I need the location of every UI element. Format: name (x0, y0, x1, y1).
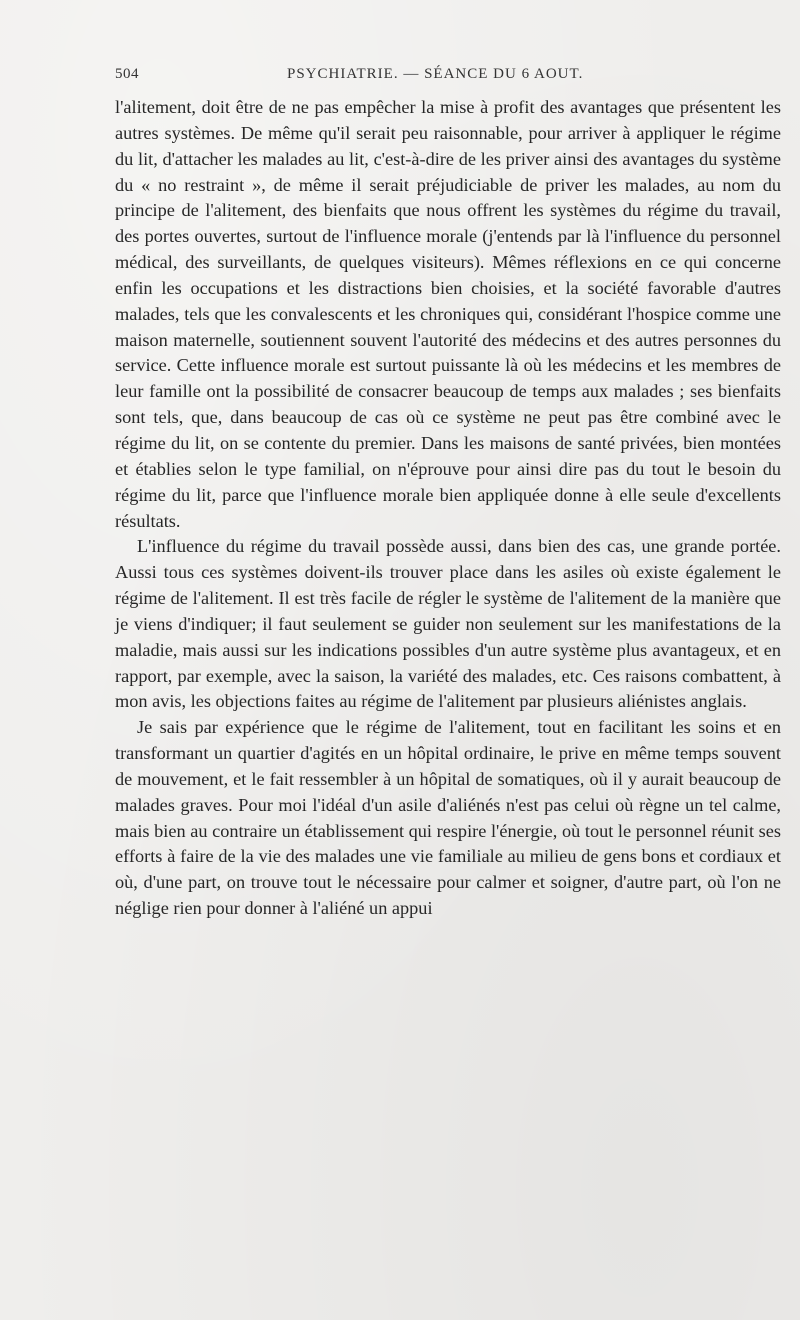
running-head (115, 66, 780, 88)
running-title: PSYCHIATRIE. — SÉANCE DU 6 AOUT. (287, 66, 584, 82)
page-number: 504 (115, 66, 139, 82)
paragraph-3: Je sais par expérience que le régime de l'alitement, tout en facilitant les soins et en transformant un quartier d'agités en un hôpital ordinaire, le prive en même temps souvent de mouvement, et le fait ressembler à un hôpital de somatiques, où il y aurait beaucoup de malades graves. Pour moi l'idéal d'un asile d'aliénés n'est pas celui où règne un tel calme, mais bien au contraire un établissement qui respire l'énergie, où tout le personnel réunit ses efforts à faire de la vie des malades une vie familiale au milieu de gens bons et cordiaux et où, d'une part, on trouve tout le nécessaire pour calmer et soigner, d'autre part, où l'on ne néglige rien pour donner à l'aliéné un appui (115, 717, 781, 919)
body-text (115, 95, 781, 922)
paragraph-2: L'influence du régime du travail possède aussi, dans bien des cas, une grande portée. Aussi tous ces systèmes doivent-ils trouver place dans les asiles où existe également le régime de l'alitement. Il est très facile de régler le système de l'alitement de la manière que je viens d'indiquer; il faut seulement se guider non seulement sur les manifestations de la maladie, mais aussi sur les indications possibles d'un autre système plus avantageux, et en rapport, par exemple, avec la saison, la variété des malades, etc. Ces raisons combattent, à mon avis, les objections faites au régime de l'alitement par plusieurs aliénistes anglais. (115, 536, 781, 712)
paragraph-1: l'alitement, doit être de ne pas empêcher la mise à profit des avantages que présentent les autres systèmes. De même qu'il serait peu raisonnable, pour arriver à appliquer le régime du lit, d'attacher les malades au lit, c'est-à-dire de les priver ainsi des avantages du système du « no restraint », de même il serait préjudiciable de priver les malades, au nom du principe de l'alitement, des bienfaits que nous offrent les systèmes du régime du travail, des portes ouvertes, surtout de l'influence morale (j'entends par là l'influence du personnel médical, des surveillants, de quelques visiteurs). Mêmes réflexions en ce qui concerne enfin les occupations et les distractions bien choisies, et la société favorable d'autres malades, tels que les convalescents et les chroniques qui, considérant l'hospice comme une maison maternelle, soutiennent souvent l'autorité des médecins et des autres personnes du service. Cette influence morale est surtout puissante là où les médecins et les membres de leur famille ont la possibilité de consacrer beaucoup de temps aux malades ; ses bienfaits sont tels, que, dans beaucoup de cas où ce système ne peut pas être combiné avec le régime du lit, on se contente du premier. Dans les maisons de santé privées, bien montées et établies selon le type familial, on n'éprouve pour ainsi dire pas du tout le besoin du régime du lit, parce que l'influence morale bien appliquée donne à elle seule d'excellents résultats. (115, 97, 781, 531)
